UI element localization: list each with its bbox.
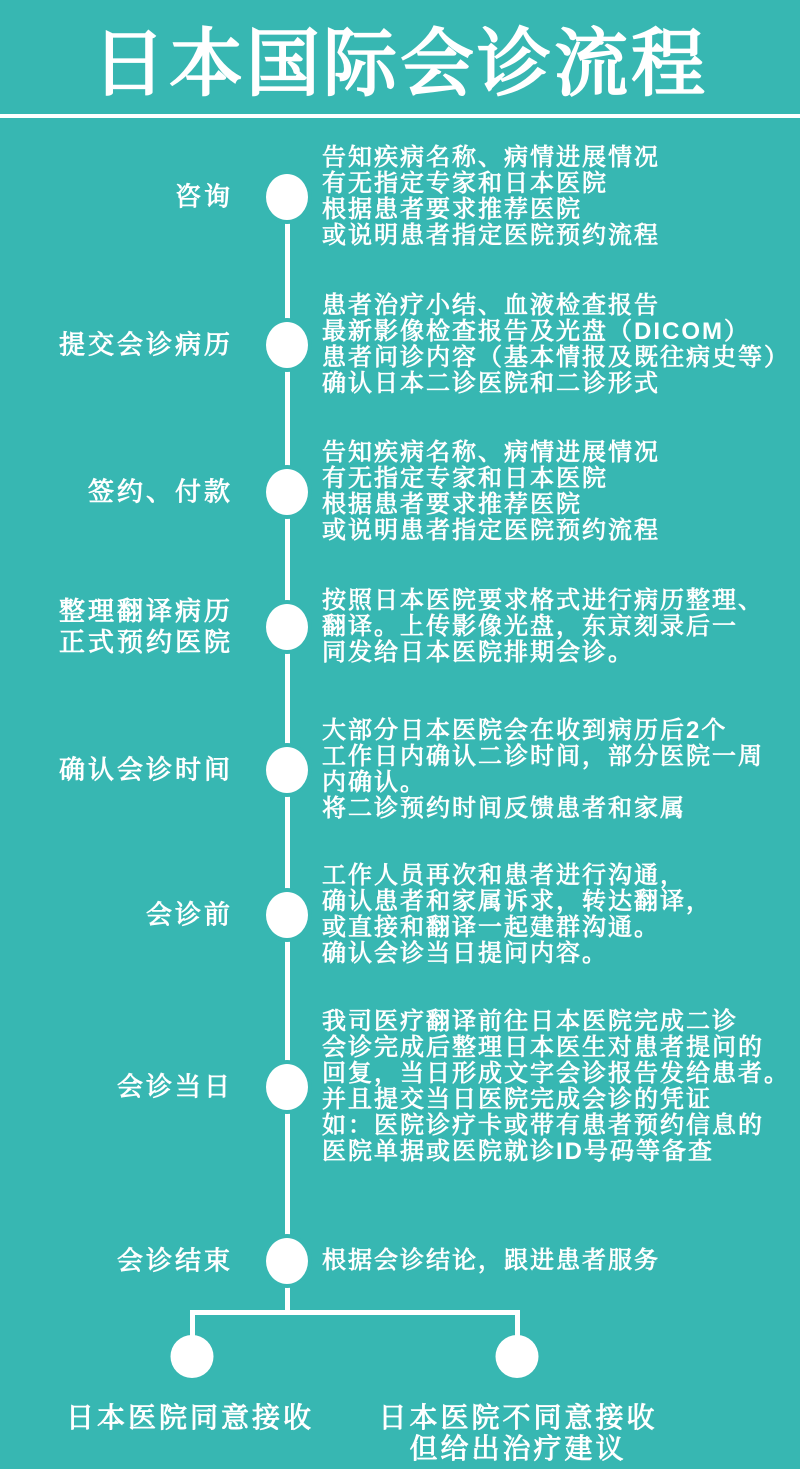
outcome-label [66, 1402, 314, 1433]
step-label [59, 755, 233, 786]
step-description-line: 确认日本二诊医院和二诊形式 [322, 370, 660, 397]
timeline-node [262, 888, 312, 942]
step-description-line: 内确认。 [322, 769, 426, 796]
timeline-node [262, 465, 312, 519]
title-divider [0, 114, 800, 118]
step-description [322, 718, 764, 822]
timeline-node [262, 600, 312, 654]
step-label [117, 1246, 233, 1277]
timeline-node [262, 1234, 312, 1288]
step-label-line: 提交会诊病历 [58, 329, 233, 360]
timeline-node [262, 1060, 312, 1114]
step-label [175, 182, 233, 213]
step-description-line: 患者治疗小结、血液检查报告 [322, 292, 660, 319]
step-label-line: 正式预约医院 [58, 627, 233, 657]
step-label [59, 330, 233, 361]
step-description [322, 1248, 660, 1274]
step-description-line: 按照日本医院要求格式进行病历整理、 [322, 587, 764, 614]
step-description [322, 1009, 790, 1165]
branch-horizontal-line [190, 1310, 520, 1315]
step-description-line: 会诊完成后整理日本医生对患者提问的 [322, 1034, 764, 1061]
step-label [88, 477, 233, 508]
step-description-line: 根据会诊结论，跟进患者服务 [322, 1247, 660, 1274]
step-description-line: 或说明患者指定医院预约流程 [322, 222, 660, 249]
step-description-line: 患者问诊内容（基本情报及既往病史等） [322, 344, 790, 371]
step-description-line: 告知疾病名称、病情进展情况 [322, 144, 660, 171]
step-description-line: 有无指定专家和日本医院 [322, 170, 608, 197]
step-label-line: 会诊当日 [116, 1071, 233, 1102]
step-description [322, 863, 712, 967]
step-label [146, 900, 233, 931]
step-description-line: 根据患者要求推荐医院 [322, 491, 582, 518]
page-title: 日本国际会诊流程 [92, 22, 708, 105]
step-description-line: 根据患者要求推荐医院 [322, 196, 582, 223]
step-label-line: 签约、付款 [87, 476, 233, 507]
step-description [322, 440, 660, 544]
step-label-line: 确认会诊时间 [58, 754, 233, 785]
step-description-line: 我司医疗翻译前往日本医院完成二诊 [322, 1008, 738, 1035]
step-label [117, 1072, 233, 1103]
step-description-line: 有无指定专家和日本医院 [322, 465, 608, 492]
outcome-node-accepted [171, 1335, 214, 1378]
step-label [59, 596, 233, 658]
outcome-node-rejected [496, 1335, 539, 1378]
step-description [322, 293, 790, 397]
step-description-line: 回复，当日形成文字会诊报告发给患者。 [322, 1060, 790, 1087]
step-description-line: 告知疾病名称、病情进展情况 [322, 439, 660, 466]
timeline-node [262, 743, 312, 797]
step-description-line: 大部分日本医院会在收到病历后2个 [322, 717, 728, 744]
step-description-line: 将二诊预约时间反馈患者和家属 [322, 795, 686, 822]
step-description-line: 医院单据或医院就诊ID号码等备查 [322, 1138, 714, 1165]
outcome-label-line: 日本医院不同意接收 [378, 1402, 658, 1433]
step-description-line: 同发给日本医院排期会诊。 [322, 639, 634, 666]
step-description-line: 确认患者和家属诉求，转达翻译， [322, 888, 712, 915]
step-description [322, 588, 764, 666]
outcome-label [378, 1402, 657, 1464]
step-description-line: 翻译。上传影像光盘，东京刻录后一 [322, 613, 738, 640]
outcome-label-line: 日本医院同意接收 [65, 1402, 315, 1433]
outcome-label-line: 但给出治疗建议 [409, 1433, 627, 1464]
step-description-line: 并且提交当日医院完成会诊的凭证 [322, 1086, 712, 1113]
timeline-node [262, 170, 312, 224]
step-label-line: 咨询 [174, 181, 233, 212]
step-description [322, 145, 660, 249]
timeline-node [262, 318, 312, 372]
step-label-line: 会诊前 [145, 899, 233, 930]
step-description-line: 确认会诊当日提问内容。 [322, 940, 608, 967]
step-description-line: 如：医院诊疗卡或带有患者预约信息的 [322, 1112, 764, 1139]
step-description-line: 最新影像检查报告及光盘（DICOM） [322, 318, 750, 345]
step-description-line: 工作日内确认二诊时间，部分医院一周 [322, 743, 764, 770]
step-description-line: 或直接和翻译一起建群沟通。 [322, 914, 660, 941]
step-label-line: 会诊结束 [116, 1245, 233, 1276]
step-label-line: 整理翻译病历 [58, 596, 233, 626]
step-description-line: 或说明患者指定医院预约流程 [322, 517, 660, 544]
step-description-line: 工作人员再次和患者进行沟通， [322, 862, 686, 889]
